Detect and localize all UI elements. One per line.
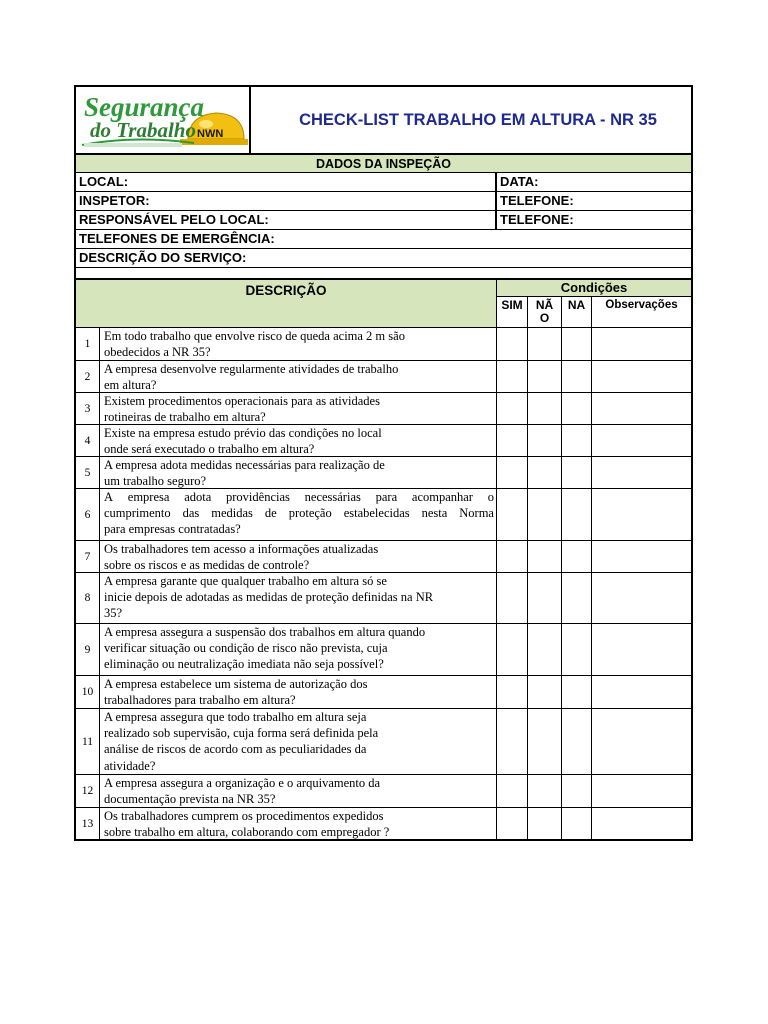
- phone-field-2[interactable]: TELEFONE:: [500, 212, 574, 227]
- checklist-row: [76, 624, 691, 676]
- observation-cell[interactable]: [592, 676, 691, 708]
- table-header: [76, 280, 691, 328]
- conditions-header-group: [497, 280, 691, 327]
- logo-line-1: Segurança: [84, 92, 205, 122]
- answer-na-cell[interactable]: [562, 624, 592, 675]
- item-question-line: em altura?: [104, 378, 157, 393]
- item-question-line: rotineiras de trabalho em altura?: [104, 410, 266, 425]
- item-question-line: A empresa desenvolve regularmente atividades de trabalho: [104, 362, 399, 376]
- checklist-row: [76, 541, 691, 573]
- answer-na-cell[interactable]: [562, 457, 592, 488]
- answer-nao-cell[interactable]: [528, 489, 562, 540]
- answer-sim-cell[interactable]: [497, 457, 528, 488]
- checklist-row: [76, 328, 691, 361]
- observation-cell[interactable]: [592, 393, 691, 424]
- answer-sim-cell[interactable]: [497, 573, 528, 623]
- item-question-line: 35?: [104, 606, 123, 621]
- answer-nao-cell[interactable]: [528, 808, 562, 839]
- item-question-line: Existem procedimentos operacionais para as atividades: [104, 394, 380, 408]
- item-number: 5: [76, 457, 100, 488]
- observation-cell[interactable]: [592, 541, 691, 572]
- answer-na-cell[interactable]: [562, 425, 592, 456]
- item-question: [100, 775, 497, 807]
- item-question-line: A empresa adota providências necessárias para acompanhar o: [104, 490, 494, 504]
- answer-nao-cell[interactable]: [528, 328, 562, 360]
- item-number: 9: [76, 624, 100, 675]
- answer-nao-cell[interactable]: [528, 709, 562, 774]
- item-number: 3: [76, 393, 100, 424]
- col-na: NA: [562, 297, 592, 327]
- item-question-line: A empresa adota medidas necessárias para realização de: [104, 458, 385, 472]
- page-title: CHECK-LIST TRABALHO EM ALTURA - NR 35: [299, 110, 657, 129]
- checklist-row: [76, 425, 691, 457]
- item-question-line: A empresa assegura a suspensão dos trabalhos em altura quando: [104, 625, 426, 639]
- item-question: [100, 457, 497, 488]
- answer-sim-cell[interactable]: [497, 489, 528, 540]
- answer-na-cell[interactable]: [562, 328, 592, 360]
- answer-na-cell[interactable]: [562, 393, 592, 424]
- item-question-line: A empresa assegura a organização e o arquivamento da: [104, 776, 381, 790]
- item-question: [100, 709, 497, 774]
- answer-sim-cell[interactable]: [497, 541, 528, 572]
- row-descricao-servico: [76, 249, 691, 268]
- item-question-line: verificar situação ou condição de risco não prevista, cuja: [104, 641, 388, 656]
- observation-cell[interactable]: [592, 489, 691, 540]
- service-description-field[interactable]: DESCRIÇÃO DO SERVIÇO:: [79, 250, 247, 265]
- item-question-line: eliminação ou neutralização imediata não seja possível?: [104, 657, 384, 672]
- checklist-row: [76, 775, 691, 808]
- col-sim: SIM: [497, 297, 528, 327]
- observation-cell[interactable]: [592, 328, 691, 360]
- item-number: 8: [76, 573, 100, 623]
- item-number: 11: [76, 709, 100, 774]
- checklist-row: [76, 393, 691, 425]
- checklist-row: [76, 489, 691, 541]
- answer-nao-cell[interactable]: [528, 361, 562, 392]
- answer-na-cell[interactable]: [562, 489, 592, 540]
- item-question: [100, 624, 497, 675]
- logo-badge: NWN: [197, 128, 224, 140]
- answer-na-cell[interactable]: [562, 775, 592, 807]
- answer-na-cell[interactable]: [562, 573, 592, 623]
- item-number: 12: [76, 775, 100, 807]
- item-question-line: Existe na empresa estudo prévio das condições no local: [104, 426, 382, 440]
- date-field[interactable]: DATA:: [500, 174, 539, 189]
- item-question-line: A empresa assegura que todo trabalho em altura seja: [104, 710, 367, 724]
- conditions-header: Condições: [497, 280, 691, 297]
- inspector-field[interactable]: INSPETOR:: [76, 192, 497, 210]
- item-question: [100, 425, 497, 456]
- item-question: [100, 573, 497, 623]
- answer-sim-cell[interactable]: [497, 808, 528, 839]
- checklist-form: [74, 85, 693, 841]
- conditions-subheaders: [497, 297, 691, 327]
- item-question: [100, 541, 497, 572]
- inspection-section-title: DADOS DA INSPEÇÃO: [76, 155, 691, 173]
- item-question-line: Os trabalhadores cumprem os procedimentos expedidos: [104, 809, 384, 823]
- item-question-line: sobre os riscos e as medidas de controle?: [104, 558, 310, 573]
- item-question-line: um trabalho seguro?: [104, 474, 207, 489]
- item-question: [100, 393, 497, 424]
- local-field[interactable]: LOCAL:: [76, 173, 497, 191]
- answer-nao-cell[interactable]: [528, 541, 562, 572]
- item-question-line: documentação prevista na NR 35?: [104, 792, 276, 807]
- item-question-line: onde será executado o trabalho em altura?: [104, 442, 315, 457]
- form-header: [76, 87, 691, 155]
- item-number: 6: [76, 489, 100, 540]
- item-question-line: cumprimento das medidas de proteção estabelecidas nesta Norma: [104, 506, 494, 521]
- row-responsavel: [76, 211, 691, 230]
- item-question: [100, 361, 497, 392]
- item-question-line: sobre trabalho em altura, colaborando com empregador ?: [104, 825, 390, 840]
- answer-nao-cell[interactable]: [528, 425, 562, 456]
- col-nao-line2: O: [539, 311, 550, 325]
- observation-cell[interactable]: [592, 775, 691, 807]
- item-question-line: obedecidos a NR 35?: [104, 345, 211, 360]
- item-number: 1: [76, 328, 100, 360]
- observation-cell[interactable]: [592, 709, 691, 774]
- item-question-line: realizado sob supervisão, cuja forma será definida pela: [104, 726, 379, 741]
- answer-nao-cell[interactable]: [528, 775, 562, 807]
- item-question: [100, 808, 497, 839]
- col-nao: [528, 297, 562, 327]
- checklist-row: [76, 808, 691, 839]
- item-number: 10: [76, 676, 100, 708]
- observation-cell[interactable]: [592, 361, 691, 392]
- observation-cell[interactable]: [592, 573, 691, 623]
- answer-nao-cell[interactable]: [528, 393, 562, 424]
- item-number: 2: [76, 361, 100, 392]
- answer-na-cell[interactable]: [562, 709, 592, 774]
- answer-nao-cell[interactable]: [528, 457, 562, 488]
- col-observacoes: Observações: [605, 299, 678, 311]
- answer-sim-cell[interactable]: [497, 624, 528, 675]
- answer-sim-cell[interactable]: [497, 361, 528, 392]
- item-question-line: Os trabalhadores tem acesso a informações atualizadas: [104, 542, 379, 556]
- checklist-row: [76, 709, 691, 775]
- checklist-row: [76, 361, 691, 393]
- phone-field-1[interactable]: TELEFONE:: [500, 193, 574, 208]
- checklist-row: [76, 676, 691, 709]
- item-question-line: análise de riscos de acordo com as peculiaridades da: [104, 742, 367, 757]
- answer-sim-cell[interactable]: [497, 328, 528, 360]
- item-question-line: para empresas contratadas?: [104, 522, 241, 537]
- logo-line-2: do Trabalho: [90, 118, 196, 142]
- item-question: [100, 328, 497, 360]
- spacer-row: [76, 268, 691, 280]
- logo: [76, 87, 251, 153]
- item-question-line: A empresa estabelece um sistema de autorização dos: [104, 677, 368, 691]
- col-nao-line1: NÃ: [535, 298, 554, 312]
- description-header: DESCRIÇÃO: [76, 280, 497, 327]
- row-local: [76, 173, 691, 192]
- item-question-line: trabalhadores para trabalho em altura?: [104, 693, 296, 708]
- answer-sim-cell[interactable]: [497, 775, 528, 807]
- item-question-line: A empresa garante que qualquer trabalho em altura só se: [104, 574, 387, 588]
- answer-sim-cell[interactable]: [497, 393, 528, 424]
- observation-cell[interactable]: [592, 425, 691, 456]
- item-question-line: atividade?: [104, 758, 156, 773]
- item-question: [100, 676, 497, 708]
- checklist-row: [76, 457, 691, 489]
- item-question-line: Em todo trabalho que envolve risco de queda acima 2 m são: [104, 329, 405, 343]
- checklist-row: [76, 573, 691, 624]
- answer-na-cell[interactable]: [562, 361, 592, 392]
- answer-sim-cell[interactable]: [497, 709, 528, 774]
- emergency-phones-field[interactable]: TELEFONES DE EMERGÊNCIA:: [79, 231, 275, 246]
- answer-na-cell[interactable]: [562, 676, 592, 708]
- item-question: [100, 489, 497, 540]
- checklist-items: [76, 328, 691, 839]
- answer-sim-cell[interactable]: [497, 425, 528, 456]
- item-question-line: inicie depois de adotadas as medidas de proteção definidas na NR: [104, 590, 434, 605]
- item-number: 7: [76, 541, 100, 572]
- item-number: 4: [76, 425, 100, 456]
- answer-sim-cell[interactable]: [497, 676, 528, 708]
- answer-na-cell[interactable]: [562, 808, 592, 839]
- answer-nao-cell[interactable]: [528, 573, 562, 623]
- observation-cell[interactable]: [592, 808, 691, 839]
- item-number: 13: [76, 808, 100, 839]
- row-inspetor: [76, 192, 691, 211]
- observation-cell[interactable]: [592, 457, 691, 488]
- observation-cell[interactable]: [592, 624, 691, 675]
- answer-na-cell[interactable]: [562, 541, 592, 572]
- answer-nao-cell[interactable]: [528, 676, 562, 708]
- responsible-field[interactable]: RESPONSÁVEL PELO LOCAL:: [76, 211, 497, 229]
- answer-nao-cell[interactable]: [528, 624, 562, 675]
- row-emergencia: [76, 230, 691, 249]
